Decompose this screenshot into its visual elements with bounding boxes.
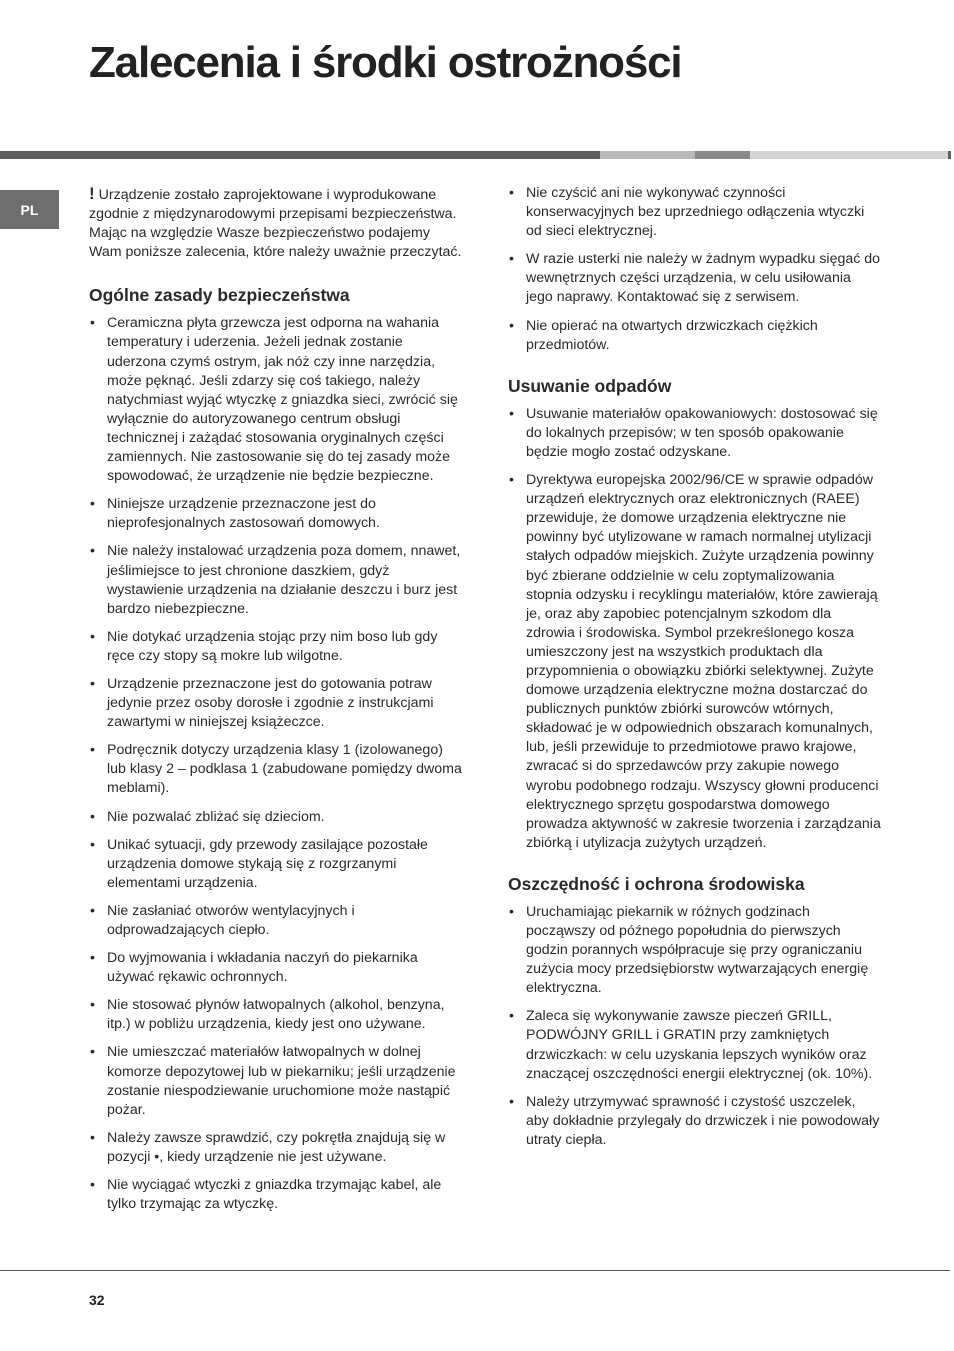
list-item: • Niniejsze urządzenie przeznaczone jest do nieprofesjonalnych zastosowań domowych.: [90, 496, 380, 532]
list-item: • Do wyjmowania i wkładania naczyń do piekarnika używać rękawic ochronnych.: [90, 950, 418, 986]
list-item: • Usuwanie materiałów opakowaniowych: dostosować się do lokalnych przepisów; w ten sposób opakowanie będzie mogło zostać odzyskane.: [509, 405, 878, 460]
list-item: • Nie stosować płynów łatwopalnych (alkohol, benzyna, itp.) w pobliżu urządzenia, kiedy jest ono używane.: [90, 997, 445, 1033]
list-item: • Ceramiczna płyta grzewcza jest odporna na wahania temperatury i uderzenia. Jeżeli jednak zostanie uderzona czymś ostrym, jak nóż czy inne narzędzia, może pęknąć. Jeśli zdarzy się coś takiego, należy natychmiast wyjąć wtyczkę z gniazdka sieci, zwrócić się wyłącznie do autoryzowanego centrum obsługi technicznej i zażądać stosowania oryginalnych części zamiennych. Nie zastosowanie się do tej zasady może spowodować, że urządzenie nie będzie bezpieczne.: [90, 315, 458, 485]
language-tab: PL: [0, 190, 59, 229]
list-item: • Nie dotykać urządzenia stojąc przy nim boso lub gdy ręce czy stopy są mokre lub wilgotne.: [90, 628, 438, 664]
intro-text: Urządzenie zostało zaprojektowane i wyprodukowane zgodnie z międzynarodowymi przepisami bezpieczeństwa. Mając na względzie Wasze bezpieczeństwo podajemy Wam poniższe zalecenia, które należy uważnie przeczytać.: [89, 187, 462, 261]
section-heading-saving: Oszczędność i ochrona środowiska: [508, 873, 805, 894]
saving-list: [508, 903, 881, 1150]
header-stripe-pale: [750, 151, 948, 159]
list-item: • Nie czyścić ani nie wykonywać czynności konserwacyjnych bez uprzedniego odłączenia wtyczki od sieci elektrycznej.: [509, 185, 865, 240]
list-item: • Unikać sytuacji, gdy przewody zasilające pozostałe urządzenia domowe stykają się z rozgrzanymi elementami urządzenia.: [90, 836, 428, 891]
disposal-list: [508, 405, 881, 853]
list-item: • Należy zawsze sprawdzić, czy pokrętła znajdują się w pozycji •, kiedy urządzenie nie jest używane.: [90, 1129, 446, 1165]
intro-paragraph: [89, 184, 465, 262]
list-item: • Nie pozwalać zbliżać się dzieciom.: [90, 808, 325, 825]
list-item: • Urządzenie przeznaczone jest do gotowania potraw jedynie przez osoby dorosłe i zgodnie z instrukcjami zawartymi w niniejszej książeczce.: [90, 675, 434, 731]
list-item: • Należy utrzymywać sprawność i czystość uszczelek, aby dokładnie przylegały do drzwiczek i nie powodowały utraty ciepła.: [509, 1093, 880, 1148]
page-title: Zalecenia i środki ostrożności: [89, 38, 682, 87]
general-list-continued: [508, 184, 881, 355]
footer-divider: [0, 1270, 950, 1271]
general-list: [89, 314, 465, 1214]
list-item: • Nie należy instalować urządzenia poza domem, nnawet, jeślimiejsce to jest chronione daszkiem, gdyż wystawienie urządzenia na działanie deszczu i burz jest bardzo niebezpieczne.: [90, 543, 461, 617]
header-stripe-mid: [695, 151, 750, 159]
list-item: • Nie wyciągać wtyczki z gniazdka trzymając kabel, ale tylko trzymając za wtyczkę.: [90, 1177, 442, 1213]
page-number: 32: [89, 1292, 105, 1308]
list-item: • Dyrektywa europejska 2002/96/CE w sprawie odpadów urządzeń elektrycznych oraz elektronicznych (RAEE) przewiduje, że domowe urządzenia elektryczne nie powinny być utylizowane w ramach normalnej utylizacji stałych odpadów miejskich. Zużyte urządzenia powinny być zbierane oddzielnie w celu zoptymalizowania stopnia odzysku i recyklingu materiałów, które zawierają je, oraz aby zapobiec potencjalnym szkodom dla zdrowia i środowiska. Symbol przekreślonego kosza umieszczony jest na wszystkich produktach dla przypomnienia o obowiązku zbiórki selektywnej. Zużyte domowe urządzenia elektryczne można dostarczać do publicznych punktów zbiórki surowców wtórnych, składować je w odpowiednich obszarach komunalnych, lub, jeśli przewiduje to przedmiotowe prawo krajowe, zwracać si do sprzedawców przy zakupie nowego wyrobu podobnego rodzaju. Wszyscy głowni producenci elektrycznego sprzętu gospodarstwa domowego prowadza aktywność w zakresie tworzenia i zarządzania zbiórką i utylizacja zużytych urządzeń.: [509, 472, 881, 851]
header-stripe-light: [600, 151, 695, 159]
header-stripe-dark: [0, 151, 600, 159]
list-item: • Podręcznik dotyczy urządzenia klasy 1 (izolowanego) lub klasy 2 – podklasa 1 (zabudowane pomiędzy dwoma meblami).: [90, 742, 462, 797]
left-column: [89, 184, 465, 1234]
section-heading-general: Ogólne zasady bezpieczeństwa: [89, 285, 350, 306]
list-item: • Nie zasłaniać otworów wentylacyjnych i odprowadzających ciepło.: [90, 902, 355, 938]
list-item: • Nie opierać na otwartych drzwiczkach ciężkich przedmiotów.: [509, 317, 818, 353]
list-item: • W razie usterki nie należy w żadnym wypadku sięgać do wewnętrznych części urządzenia, w celu usiłowania jego naprawy. Kontaktować się z serwisem.: [509, 251, 881, 306]
list-item: • Zaleca się wykonywanie zawsze pieczeń GRILL, PODWÓJNY GRILL i GRATIN przy zamkniętych drzwiczkach: w celu uzyskania lepszych wyników oraz znaczącej oszczędności energii elektrycznej (ok. 10%).: [509, 1008, 873, 1082]
section-heading-disposal: Usuwanie odpadów: [508, 375, 672, 396]
header-stripe-end: [948, 151, 951, 159]
warning-mark: !: [89, 184, 95, 203]
list-item: • Uruchamiając piekarnik w różnych godzinach począwszy od późnego popołudnia do pierwszych godzin porannych współpracuje się przy ograniczaniu zużycia mocy przedsiębiorstw wytwarzających energię elektryczna.: [509, 903, 869, 997]
right-column: [508, 184, 881, 1170]
list-item: • Nie umieszczać materiałów łatwopalnych w dolnej komorze depozytowej lub w piekarniku; jeśli urządzenie zostanie niespodziewanie uruchomione może nastąpić pożar.: [90, 1044, 456, 1118]
